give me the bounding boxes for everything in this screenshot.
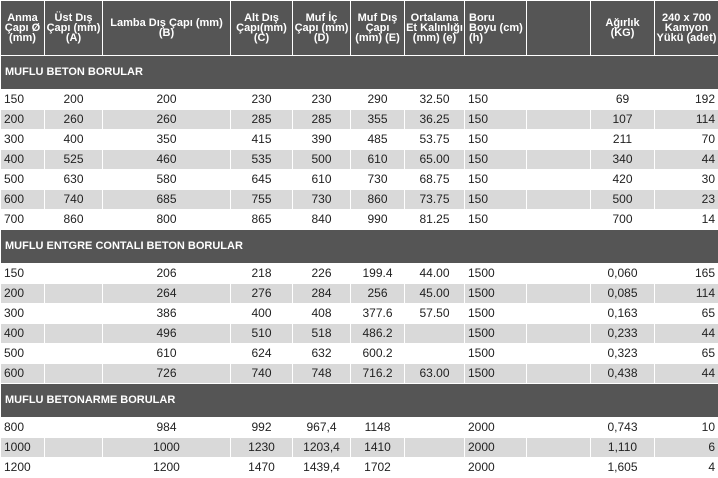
section-header — [1, 384, 718, 418]
cell-ust-dis-capi: 630 — [45, 170, 103, 190]
cell-muf-ic-capi: 730 — [293, 190, 351, 210]
cell-boru-boyu: 2000 — [465, 458, 527, 478]
cell-ust-dis-capi: 260 — [45, 110, 103, 130]
header-ust-dis-capi: Üst Dış Çapı (mm) (A) — [45, 1, 103, 56]
cell-kamyon-yuku: 44 — [655, 150, 718, 170]
cell-ust-dis-capi — [45, 458, 103, 478]
header-alt-dis-capi: Alt Dış Çapı(mm) (C) — [231, 1, 293, 56]
cell-et-kalinligi: 36.25 — [405, 110, 465, 130]
cell-anma-capi: 500 — [1, 344, 45, 364]
cell-ust-dis-capi — [45, 304, 103, 324]
cell-kamyon-yuku: 6 — [655, 438, 718, 458]
cell-muf-ic-capi: 390 — [293, 130, 351, 150]
cell-agirlik: 1,110 — [591, 438, 655, 458]
cell-kamyon-yuku: 65 — [655, 344, 718, 364]
cell-ust-dis-capi: 740 — [45, 190, 103, 210]
header-boru-boyu: Boru Boyu (cm) (h) — [465, 1, 527, 56]
cell-ust-dis-capi: 400 — [45, 130, 103, 150]
cell-muf-ic-capi: 632 — [293, 344, 351, 364]
table-row — [1, 130, 718, 150]
cell-ust-dis-capi — [45, 284, 103, 304]
cell-alt-dis-capi: 218 — [231, 264, 293, 284]
cell-ust-dis-capi — [45, 264, 103, 284]
cell-ust-dis-capi — [45, 364, 103, 384]
cell-muf-dis-capi: 600.2 — [351, 344, 405, 364]
cell-alt-dis-capi: 865 — [231, 210, 293, 230]
table-row — [1, 110, 718, 130]
cell-kamyon-yuku: 10 — [655, 418, 718, 438]
cell-agirlik: 420 — [591, 170, 655, 190]
cell-muf-dis-capi: 1702 — [351, 458, 405, 478]
cell-ust-dis-capi: 200 — [45, 90, 103, 110]
cell-boru-boyu: 1500 — [465, 284, 527, 304]
cell-anma-capi: 600 — [1, 364, 45, 384]
cell-lamba-dis-capi: 800 — [103, 210, 231, 230]
cell-et-kalinligi: 65.00 — [405, 150, 465, 170]
cell-boru-boyu: 1500 — [465, 324, 527, 344]
cell-kamyon-yuku: 114 — [655, 284, 718, 304]
cell-boru-boyu: 150 — [465, 110, 527, 130]
cell-kamyon-yuku: 4 — [655, 458, 718, 478]
cell-agirlik: 0,743 — [591, 418, 655, 438]
cell-agirlik: 0,438 — [591, 364, 655, 384]
header-et-kalinligi: Ortalama Et Kalınlığı (mm) (e) — [405, 1, 465, 56]
cell-anma-capi: 200 — [1, 284, 45, 304]
cell-anma-capi: 700 — [1, 210, 45, 230]
cell-ust-dis-capi: 525 — [45, 150, 103, 170]
table-row — [1, 304, 718, 324]
cell-anma-capi: 600 — [1, 190, 45, 210]
cell-et-kalinligi: 63.00 — [405, 364, 465, 384]
table-row — [1, 344, 718, 364]
table-row — [1, 458, 718, 478]
cell-lamba-dis-capi: 350 — [103, 130, 231, 150]
cell-blank — [527, 344, 591, 364]
header-anma-capi: Anma Çapı Ø (mm) — [1, 1, 45, 56]
cell-et-kalinligi: 68.75 — [405, 170, 465, 190]
cell-muf-ic-capi: 285 — [293, 110, 351, 130]
cell-agirlik: 69 — [591, 90, 655, 110]
cell-muf-ic-capi: 748 — [293, 364, 351, 384]
cell-agirlik: 0,323 — [591, 344, 655, 364]
cell-anma-capi: 150 — [1, 90, 45, 110]
cell-anma-capi: 400 — [1, 324, 45, 344]
cell-kamyon-yuku: 165 — [655, 264, 718, 284]
cell-et-kalinligi — [405, 438, 465, 458]
cell-lamba-dis-capi: 685 — [103, 190, 231, 210]
cell-muf-ic-capi: 408 — [293, 304, 351, 324]
cell-blank — [527, 438, 591, 458]
cell-kamyon-yuku: 44 — [655, 364, 718, 384]
cell-muf-dis-capi: 486.2 — [351, 324, 405, 344]
cell-ust-dis-capi — [45, 438, 103, 458]
cell-ust-dis-capi — [45, 324, 103, 344]
cell-boru-boyu: 1500 — [465, 344, 527, 364]
cell-blank — [527, 264, 591, 284]
cell-kamyon-yuku: 30 — [655, 170, 718, 190]
cell-kamyon-yuku: 65 — [655, 304, 718, 324]
cell-alt-dis-capi: 415 — [231, 130, 293, 150]
cell-lamba-dis-capi: 610 — [103, 344, 231, 364]
header-agirlik: Ağırlık (KG) — [591, 1, 655, 56]
cell-et-kalinligi — [405, 458, 465, 478]
cell-lamba-dis-capi: 726 — [103, 364, 231, 384]
cell-blank — [527, 190, 591, 210]
cell-alt-dis-capi: 740 — [231, 364, 293, 384]
section-title: MUFLU BETON BORULAR — [1, 56, 718, 90]
cell-alt-dis-capi: 1470 — [231, 458, 293, 478]
cell-lamba-dis-capi: 1200 — [103, 458, 231, 478]
cell-boru-boyu: 150 — [465, 170, 527, 190]
cell-blank — [527, 324, 591, 344]
cell-blank — [527, 170, 591, 190]
cell-lamba-dis-capi: 1000 — [103, 438, 231, 458]
cell-alt-dis-capi: 1230 — [231, 438, 293, 458]
cell-blank — [527, 418, 591, 438]
cell-et-kalinligi: 57.50 — [405, 304, 465, 324]
cell-alt-dis-capi: 285 — [231, 110, 293, 130]
cell-kamyon-yuku: 44 — [655, 324, 718, 344]
cell-anma-capi: 300 — [1, 130, 45, 150]
cell-blank — [527, 150, 591, 170]
header-lamba-dis-capi: Lamba Dış Çapı (mm) (B) — [103, 1, 231, 56]
cell-boru-boyu: 150 — [465, 190, 527, 210]
cell-agirlik: 211 — [591, 130, 655, 150]
cell-anma-capi: 150 — [1, 264, 45, 284]
header-row — [1, 1, 718, 56]
cell-agirlik: 0,060 — [591, 264, 655, 284]
table-row — [1, 210, 718, 230]
cell-agirlik: 700 — [591, 210, 655, 230]
cell-boru-boyu: 150 — [465, 210, 527, 230]
cell-muf-dis-capi: 256 — [351, 284, 405, 304]
table-row — [1, 264, 718, 284]
cell-agirlik: 0,233 — [591, 324, 655, 344]
cell-blank — [527, 304, 591, 324]
cell-anma-capi: 400 — [1, 150, 45, 170]
cell-alt-dis-capi: 276 — [231, 284, 293, 304]
cell-lamba-dis-capi: 580 — [103, 170, 231, 190]
cell-kamyon-yuku: 14 — [655, 210, 718, 230]
cell-anma-capi: 200 — [1, 110, 45, 130]
cell-agirlik: 0,085 — [591, 284, 655, 304]
cell-muf-ic-capi: 967,4 — [293, 418, 351, 438]
cell-muf-ic-capi: 284 — [293, 284, 351, 304]
cell-kamyon-yuku: 70 — [655, 130, 718, 150]
cell-boru-boyu: 1500 — [465, 264, 527, 284]
cell-agirlik: 107 — [591, 110, 655, 130]
cell-et-kalinligi — [405, 418, 465, 438]
section-header — [1, 56, 718, 90]
table-row — [1, 324, 718, 344]
header-muf-ic-capi: Muf İç Çapı (mm) (D) — [293, 1, 351, 56]
cell-anma-capi: 1000 — [1, 438, 45, 458]
cell-et-kalinligi: 45.00 — [405, 284, 465, 304]
cell-alt-dis-capi: 535 — [231, 150, 293, 170]
cell-muf-dis-capi: 199.4 — [351, 264, 405, 284]
cell-boru-boyu: 2000 — [465, 438, 527, 458]
cell-muf-ic-capi: 840 — [293, 210, 351, 230]
cell-alt-dis-capi: 624 — [231, 344, 293, 364]
cell-et-kalinligi: 73.75 — [405, 190, 465, 210]
header-blank — [527, 1, 591, 56]
cell-lamba-dis-capi: 496 — [103, 324, 231, 344]
cell-et-kalinligi — [405, 324, 465, 344]
cell-agirlik: 500 — [591, 190, 655, 210]
cell-muf-dis-capi: 730 — [351, 170, 405, 190]
cell-et-kalinligi: 81.25 — [405, 210, 465, 230]
cell-lamba-dis-capi: 264 — [103, 284, 231, 304]
cell-kamyon-yuku: 114 — [655, 110, 718, 130]
cell-muf-dis-capi: 485 — [351, 130, 405, 150]
section-title: MUFLU BETONARME BORULAR — [1, 384, 718, 418]
cell-ust-dis-capi — [45, 344, 103, 364]
cell-muf-ic-capi: 500 — [293, 150, 351, 170]
cell-et-kalinligi: 44.00 — [405, 264, 465, 284]
cell-muf-dis-capi: 290 — [351, 90, 405, 110]
cell-muf-dis-capi: 990 — [351, 210, 405, 230]
cell-muf-dis-capi: 716.2 — [351, 364, 405, 384]
cell-alt-dis-capi: 400 — [231, 304, 293, 324]
cell-lamba-dis-capi: 386 — [103, 304, 231, 324]
cell-agirlik: 340 — [591, 150, 655, 170]
cell-ust-dis-capi — [45, 418, 103, 438]
cell-boru-boyu: 2000 — [465, 418, 527, 438]
cell-boru-boyu: 150 — [465, 150, 527, 170]
cell-blank — [527, 130, 591, 150]
table-row — [1, 150, 718, 170]
cell-blank — [527, 458, 591, 478]
cell-blank — [527, 90, 591, 110]
table-row — [1, 418, 718, 438]
cell-lamba-dis-capi: 260 — [103, 110, 231, 130]
cell-boru-boyu: 1500 — [465, 304, 527, 324]
cell-blank — [527, 210, 591, 230]
cell-boru-boyu: 1500 — [465, 364, 527, 384]
cell-anma-capi: 1200 — [1, 458, 45, 478]
cell-lamba-dis-capi: 200 — [103, 90, 231, 110]
cell-et-kalinligi: 32.50 — [405, 90, 465, 110]
cell-et-kalinligi — [405, 344, 465, 364]
cell-muf-ic-capi: 226 — [293, 264, 351, 284]
cell-muf-dis-capi: 355 — [351, 110, 405, 130]
table-row — [1, 170, 718, 190]
table-row — [1, 438, 718, 458]
cell-muf-dis-capi: 1410 — [351, 438, 405, 458]
table-row — [1, 364, 718, 384]
cell-muf-dis-capi: 610 — [351, 150, 405, 170]
header-muf-dis-capi: Muf Dış Çapı (mm) (E) — [351, 1, 405, 56]
cell-agirlik: 0,163 — [591, 304, 655, 324]
table-row — [1, 90, 718, 110]
section-header — [1, 230, 718, 264]
cell-boru-boyu: 150 — [465, 90, 527, 110]
cell-muf-ic-capi: 1439,4 — [293, 458, 351, 478]
cell-muf-ic-capi: 518 — [293, 324, 351, 344]
cell-muf-dis-capi: 1148 — [351, 418, 405, 438]
cell-alt-dis-capi: 230 — [231, 90, 293, 110]
cell-muf-ic-capi: 230 — [293, 90, 351, 110]
cell-alt-dis-capi: 645 — [231, 170, 293, 190]
cell-alt-dis-capi: 992 — [231, 418, 293, 438]
cell-anma-capi: 300 — [1, 304, 45, 324]
cell-lamba-dis-capi: 206 — [103, 264, 231, 284]
cell-agirlik: 1,605 — [591, 458, 655, 478]
cell-blank — [527, 364, 591, 384]
cell-lamba-dis-capi: 460 — [103, 150, 231, 170]
cell-kamyon-yuku: 192 — [655, 90, 718, 110]
cell-ust-dis-capi: 860 — [45, 210, 103, 230]
cell-et-kalinligi: 53.75 — [405, 130, 465, 150]
cell-alt-dis-capi: 755 — [231, 190, 293, 210]
cell-anma-capi: 800 — [1, 418, 45, 438]
cell-muf-ic-capi: 610 — [293, 170, 351, 190]
table-row — [1, 284, 718, 304]
table-row — [1, 190, 718, 210]
section-title: MUFLU ENTGRE CONTALI BETON BORULAR — [1, 230, 718, 264]
cell-boru-boyu: 150 — [465, 130, 527, 150]
cell-lamba-dis-capi: 984 — [103, 418, 231, 438]
cell-muf-ic-capi: 1203,4 — [293, 438, 351, 458]
cell-muf-dis-capi: 377.6 — [351, 304, 405, 324]
cell-kamyon-yuku: 23 — [655, 190, 718, 210]
cell-muf-dis-capi: 860 — [351, 190, 405, 210]
cell-blank — [527, 284, 591, 304]
header-kamyon-yuku: 240 x 700 Kamyon Yükü (adet) — [655, 1, 718, 56]
cell-alt-dis-capi: 510 — [231, 324, 293, 344]
cell-anma-capi: 500 — [1, 170, 45, 190]
cell-blank — [527, 110, 591, 130]
